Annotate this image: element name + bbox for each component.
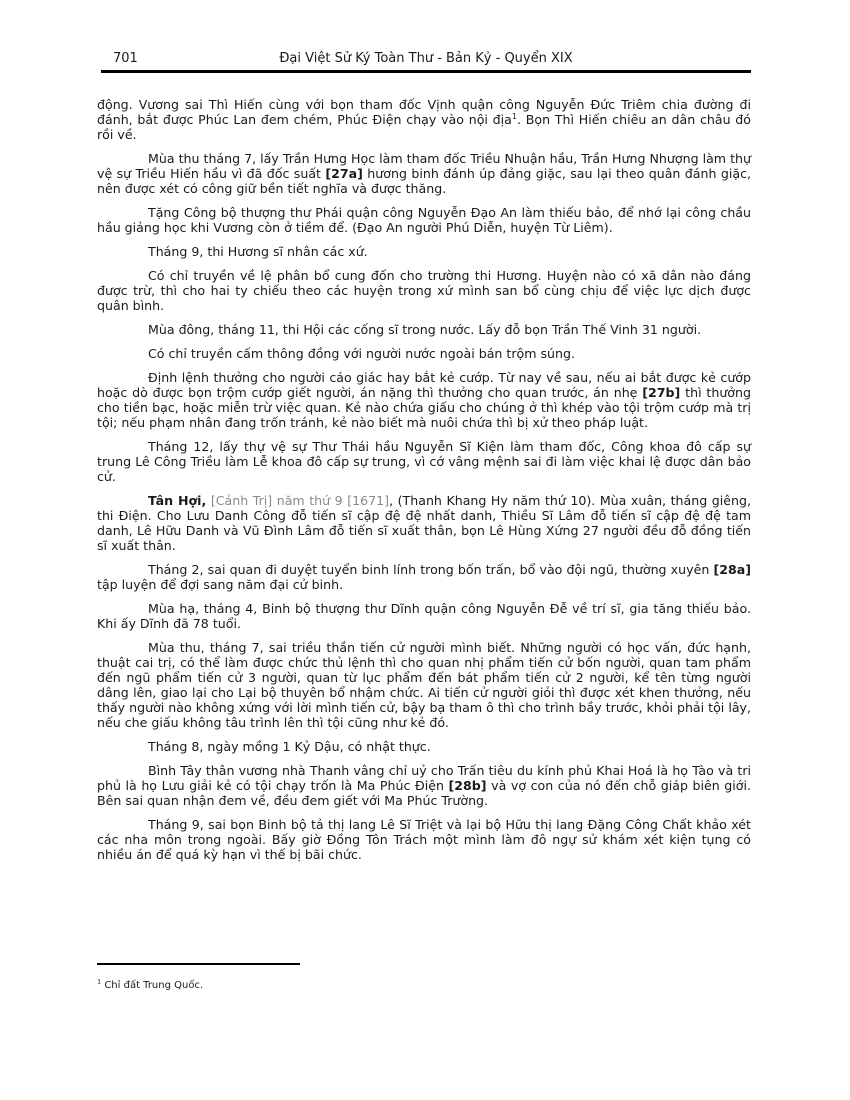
text-run: Định lệnh thưởng cho người cáo giác hay bắt kẻ cướp. Từ nay về sau, nếu ai bắt được kẻ cướp hoặc dò được bọn trộm cướp giết người, án nặng thì thưởng cho quan trước, án nhẹ bbox=[97, 370, 751, 400]
footnote-marker: 1 bbox=[97, 977, 102, 986]
footnote-text: Chỉ đất Trung Quốc. bbox=[104, 980, 204, 991]
paragraph bbox=[97, 763, 751, 808]
text-run: Tháng 9, sai bọn Binh bộ tả thị lang Lê Sĩ Triệt và lại bộ Hữu thị lang Đặng Công Chất khảo xét các nha môn trong ngoài. Bấy giờ Đồng Tôn Trách một mình làm đô ngự sử khám xét kiện tụng có nhiều án để quá kỳ hạn vì thế bị bãi chức. bbox=[97, 817, 751, 862]
text-run: Mùa thu tháng 7, lấy Trần Hưng Học làm tham đốc Triều Nhuận hầu, Trần Hưng Nhượng làm thự vệ sự Triều Hiến hầu vì đã đốc suất bbox=[97, 151, 751, 181]
text-run: tập luyện để đợi sang năm đại cử binh. bbox=[97, 577, 344, 592]
text-run: Tặng Công bộ thượng thư Phái quận công Nguyễn Đạo An làm thiếu bảo, để nhớ lại công chầu hầu giảng học khi Vương còn ở tiềm để. (Đạo An người Phú Diễn, huyện Từ Liêm). bbox=[97, 205, 751, 235]
text-run: Tháng 2, sai quan đi duyệt tuyển binh lính trong bốn trấn, bổ vào đội ngũ, thường xuyên bbox=[148, 562, 714, 577]
text-run: động. Vương sai Thì Hiến cùng với bọn tham đốc Vịnh quận công Nguyễn Đức Triêm chia đường đi đánh, bắt được Phúc Lan đem chém, Phúc Điện chạy vào nội địa bbox=[97, 97, 751, 127]
paragraph bbox=[97, 439, 751, 484]
paragraph bbox=[97, 562, 751, 592]
text-run: , (Thanh Khang Hy năm thứ 10). Mùa xuân, tháng giêng, thi Điện. Cho Lưu Danh Công đỗ tiến sĩ cập đệ đệ nhất danh, Thiều Sĩ Lâm đỗ tiến sĩ cập đệ đệ tam danh, Lê Hữu Danh và Vũ Đình Lâm đỗ tiến sĩ xuất thân, bọn Lê Hùng Xứng 27 người đều đỗ đồng tiến sĩ xuất thân. bbox=[97, 493, 751, 553]
text-run: hương binh đánh úp đảng giặc, sau lại theo quân đánh giặc, nên được xét có công giữ bền tiết nghĩa và được thăng. bbox=[97, 166, 752, 196]
bold-marker: Tân Hợi, bbox=[148, 493, 207, 508]
paragraph bbox=[97, 601, 751, 631]
paragraph bbox=[97, 817, 751, 862]
text-run: Mùa đông, tháng 11, thi Hội các cống sĩ trong nước. Lấy đỗ bọn Trần Thế Vinh 31 người. bbox=[148, 322, 702, 337]
paragraph bbox=[97, 268, 751, 313]
body-text bbox=[97, 97, 751, 871]
paragraph bbox=[97, 244, 751, 259]
text-run: và vợ con của nó đến chỗ giáp biên giới. Bên sai quan nhận đem về, đều đem giết với Ma Phúc Trường. bbox=[97, 778, 751, 808]
running-title: Đại Việt Sử Ký Toàn Thư - Bản Kỷ - Quyển XIX bbox=[279, 51, 573, 66]
text-run: Tháng 9, thi Hương sĩ nhân các xứ. bbox=[148, 244, 368, 259]
footnote bbox=[97, 977, 204, 992]
text-run: . Bọn Thì Hiến chiêu an dân châu đó rồi về. bbox=[97, 112, 751, 142]
text-run: Tháng 8, ngày mồng 1 Kỷ Dậu, có nhật thực. bbox=[148, 739, 431, 754]
bold-marker: [27a] bbox=[325, 166, 363, 181]
era-annotation: [Cảnh Trị] năm thứ 9 [1671] bbox=[210, 493, 390, 508]
paragraph bbox=[97, 205, 751, 235]
bold-marker: [28a] bbox=[713, 562, 751, 577]
footnote-divider bbox=[97, 963, 300, 965]
text-run: Có chỉ truyền cấm thông đồng với người nước ngoài bán trộm súng. bbox=[148, 346, 576, 361]
paragraph bbox=[97, 151, 751, 196]
text-run: Mùa thu, tháng 7, sai triều thần tiến cử người mình biết. Những người có học vấn, đức hạnh, thuật cai trị, có thể làm được chức thủ lệnh thì cho quan nhị phẩm tiến cử bốn người, quan tam phẩm đến ngũ phẩm tiến cử 3 người, quan từ lục phẩm đến bát phẩm tiến cử 2 người, kể tên từng người dâng lên, giao lại cho Lại bộ thuyên bổ nhậm chức. Ai tiến cử người giỏi thì được xét khen thưởng, nếu thấy người nào không xứng với lời mình tiến cử, bậy bạ tham ô thì cho trình bầy trước, khỏi phải tội lây, nếu che giấu không tâu trình lên thì tội cũng như kẻ đó. bbox=[97, 640, 751, 730]
text-run: thì thưởng cho tiền bạc, hoặc miễn trừ việc quan. Kẻ nào chứa giấu cho chúng ở thì khép vào tội trộm cướp mà trị tội; nếu phạm nhân đang trốn tránh, kẻ nào biết mà nuôi chứa thì bị xử theo pháp luật. bbox=[97, 385, 751, 430]
text-run: Mùa hạ, tháng 4, Binh bộ thượng thư Dĩnh quận công Nguyễn Đễ về trí sĩ, gia tăng thiếu bảo. Khi ấy Dĩnh đã 78 tuổi. bbox=[97, 601, 751, 631]
text-run: Bình Tây thân vương nhà Thanh vâng chỉ uỷ cho Trấn tiêu du kính phủ Khai Hoá là họ Tào và tri phủ là họ Lưu giải kẻ có tội chạy trốn là Ma Phúc Điện bbox=[97, 763, 751, 793]
bold-marker: [27b] bbox=[642, 385, 681, 400]
paragraph bbox=[97, 739, 751, 754]
paragraph bbox=[97, 370, 751, 430]
paragraph bbox=[97, 97, 751, 142]
page-header bbox=[101, 48, 751, 73]
footnote-ref-marker: 1 bbox=[511, 111, 517, 121]
text-run: Tháng 12, lấy thự vệ sự Thư Thái hầu Nguyễn Sĩ Kiện làm tham đốc, Công khoa đô cấp sự trung Lê Công Triều làm Lễ khoa đô cấp sự trung, vì cớ vâng mệnh sai đi làm việc khai lệ được dân bảo cử. bbox=[97, 439, 751, 484]
paragraph bbox=[97, 493, 751, 553]
paragraph bbox=[97, 346, 751, 361]
bold-marker: [28b] bbox=[448, 778, 487, 793]
page-number: 701 bbox=[113, 51, 138, 66]
paragraph bbox=[97, 640, 751, 730]
paragraph bbox=[97, 322, 751, 337]
text-run: Có chỉ truyền về lệ phân bổ cung đốn cho trường thi Hương. Huyện nào có xã dân nào đáng được trừ, thì cho hai ty chiếu theo các huyện trong xứ mình san bổ cùng chịu để việc lực dịch được quân bình. bbox=[97, 268, 751, 313]
